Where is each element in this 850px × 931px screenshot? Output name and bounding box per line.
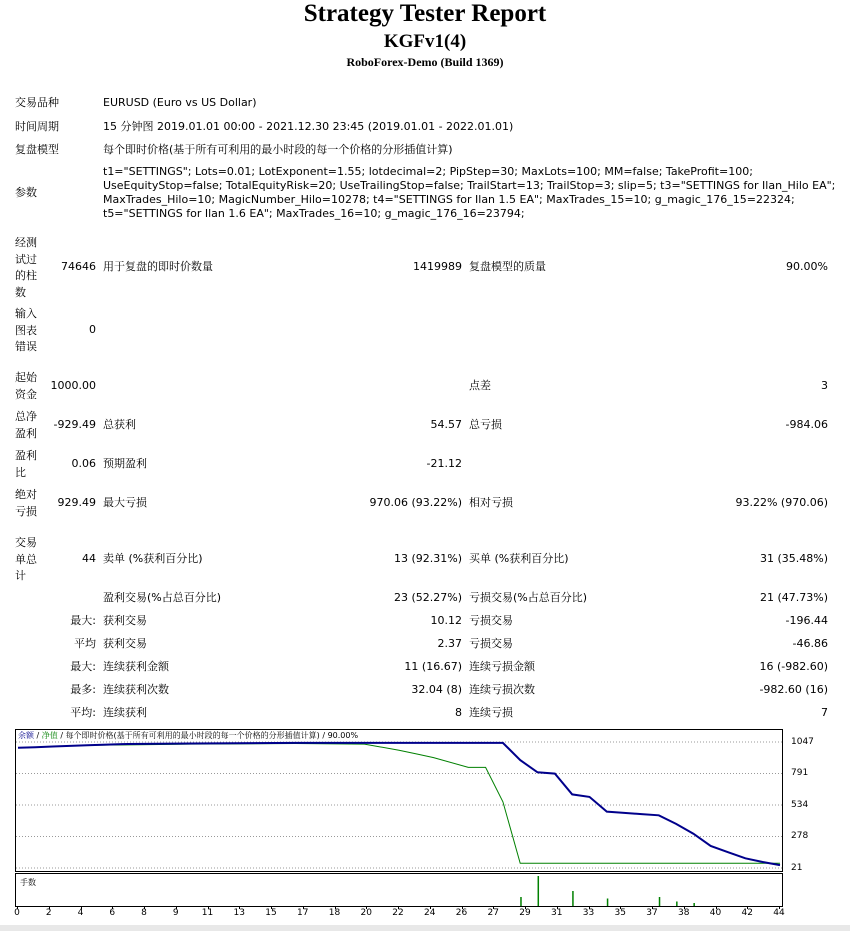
relative-dd-label: 相对亏损 [469,496,513,509]
x-tick-label: 44 [773,908,785,918]
x-tick-label: 26 [455,908,468,918]
x-tick-label: 29 [519,908,531,918]
symbol-label: 交易品种 [15,96,59,109]
max-cons-loss-label: 连续亏损次数 [469,683,535,696]
x-tick-label: 4 [77,908,84,918]
volume-bar [538,876,540,906]
gross-profit-label: 总获利 [103,418,136,431]
period-label: 时间周期 [15,120,59,133]
avg-cons-wins-value: 8 [455,706,462,719]
expected-payoff-value: -21.12 [426,457,462,470]
avg-cons-losses-label: 连续亏损 [469,706,513,719]
max-dd-label: 最大亏损 [103,496,147,509]
total-trades-value: 44 [82,552,96,565]
max-cons-losses-label: 连续亏损金额 [469,660,535,673]
profit-trades-label: 盈利交易(%占总百分比) [103,591,222,604]
deposit-label: 起始资金 [15,371,37,401]
ticks-label: 用于复盘的即时价数量 [103,260,213,273]
x-tick-label: 35 [614,908,626,918]
errors-value: 0 [89,323,96,336]
chart-legend [18,731,358,741]
max-dd-value: 970.06 (93.22%) [369,496,462,509]
volume-chart [15,873,783,907]
x-tick-label: 6 [109,908,116,918]
equity-series-line [18,744,780,864]
ticks-value: 1419989 [413,260,462,273]
gross-profit-value: 54.57 [430,418,462,431]
volume-bar [520,897,522,906]
report-title: Strategy Tester Report [303,0,547,27]
absolute-dd-label: 绝对亏损 [15,488,37,518]
x-tick-label: 11 [201,908,214,918]
legend-equity: 净值 [41,731,58,740]
x-tick-label: 9 [172,908,179,918]
avg-cons-prefix: 平均: [70,706,96,719]
x-tick-label: 24 [424,908,436,918]
absolute-dd-value: 929.49 [57,496,96,509]
volume-bar [607,899,609,907]
params-label: 参数 [15,186,37,199]
errors-label: 输入图表错误 [15,307,37,353]
x-tick-label: 42 [741,908,753,918]
avg-cons-losses-value: 7 [821,706,828,719]
quality-label: 复盘模型的质量 [469,260,546,273]
params-line: t1="SETTINGS"; Lots=0.01; LotExponent=1.55; lotdecimal=2; PipStep=30; MaxLots=100; MM=false; TakeProfit=100; [103,165,753,178]
relative-dd-value: 93.22% (970.06) [735,496,828,509]
average-profit-label: 获利交易 [103,637,147,650]
largest-loss-label: 亏损交易 [469,614,513,627]
x-tick-label: 13 [233,908,245,918]
max-cons-prefix: 最大: [70,660,96,673]
params-line: MaxTrades_Hilo=10; MagicNumber_Hilo=10278; t4="SETTINGS for Ilan 1.5 EA"; MaxTrades_15=10; g_magic_176_15=22324; [103,193,795,206]
x-tick-label: 8 [141,908,147,918]
profit-factor-label: 盈利比 [15,449,37,479]
symbol-value: EURUSD (Euro vs US Dollar) [103,96,257,109]
largest-profit-label: 获利交易 [103,614,147,627]
max-cons-profit-value: 32.04 (8) [411,683,462,696]
loss-trades-label: 亏损交易(%占总百分比) [469,591,588,604]
gross-loss-label: 总亏损 [469,418,502,431]
bars-label: 经测试过的柱数 [15,236,37,299]
horizontal-scrollbar[interactable] [0,925,850,931]
balance-chart [15,729,783,872]
quality-value: 90.00% [786,260,828,273]
largest-profit-value: 10.12 [430,614,462,627]
x-tick-label: 37 [646,908,658,918]
legend-model: / 每个即时价格(基于所有可利用的最小时段的每一个价格的分形插值计算) / 90.00% [57,731,359,740]
x-tick-label: 17 [297,908,309,918]
period-value: 15 分钟图 2019.01.01 00:00 - 2021.12.30 23:45 (2019.01.01 - 2022.01.01) [103,120,514,133]
spread-label: 点差 [469,379,491,392]
max-cons-loss-value: -982.60 (16) [759,683,828,696]
profit-trades-value: 23 (52.27%) [393,591,462,604]
expected-payoff-label: 预期盈利 [103,457,147,470]
max-cons-wins-value: 11 (16.67) [404,660,462,673]
balance-chart-svg [16,730,782,871]
x-tick-label: 31 [551,908,563,918]
loss-trades-value: 21 (47.73%) [759,591,828,604]
volume-chart-svg [16,874,782,906]
x-tick-label: 2 [45,908,52,918]
gross-loss-value: -984.06 [785,418,828,431]
largest-prefix: 最大: [70,614,96,627]
y-tick-label: 1047 [791,737,814,747]
y-tick-label: 791 [791,768,809,779]
max-cons-profit-label: 连续获利次数 [103,683,169,696]
short-positions-label: 卖单 (%获利百分比) [103,552,203,565]
params-line: t5="SETTINGS for Ilan 1.6 EA"; MaxTrades_16=10; g_magic_176_16=23794; [103,207,525,220]
balance-series-line [18,743,780,865]
legend-separator: / [34,731,42,740]
server-name: RoboForex-Demo (Build 1369) [346,55,504,69]
bars-value: 74646 [61,260,96,273]
avg-cons-wins-label: 连续获利 [103,706,147,719]
model-label: 复盘模型 [15,143,59,156]
long-positions-label: 买单 (%获利百分比) [469,552,569,565]
legend-balance: 余额 [18,731,34,740]
long-positions-value: 31 (35.48%) [759,552,828,565]
spread-value: 3 [821,379,828,392]
profit-factor-value: 0.06 [71,457,96,470]
x-tick-label: 22 [392,908,404,918]
x-axis [0,906,850,922]
x-tick-label: 18 [328,908,341,918]
largest-loss-value: -196.44 [785,614,828,627]
volume-bar [572,891,574,906]
deposit-value: 1000.00 [50,379,96,392]
x-tick-label: 33 [582,908,595,918]
average-loss-label: 亏损交易 [469,637,513,650]
max-cons-wins-label: 连续获利金额 [103,660,169,673]
net-profit-label: 总净盈利 [15,410,37,440]
x-tick-label: 40 [709,908,722,918]
max-cons-losses-value: 16 (-982.60) [759,660,828,673]
short-positions-value: 13 (92.31%) [393,552,462,565]
volume-bar [659,897,661,906]
average-loss-value: -46.86 [792,637,828,650]
x-tick-label: 20 [360,908,372,918]
x-tick-label: 27 [487,908,499,918]
model-value: 每个即时价格(基于所有可利用的最小时段的每一个价格的分形插值计算) [103,143,453,156]
expert-name: KGFv1(4) [383,31,467,52]
x-tick-label: 38 [678,908,690,918]
volume-label: 手数 [20,878,36,887]
y-tick-label: 278 [791,831,809,842]
params-line: UseEquityStop=false; TotalEquityRisk=20; UseTrailingStop=false; TrailStart=13; TrailStop=3; slip=5; t3="SETTINGS for Ilan_Hilo EA"; [103,179,836,192]
x-tick-label: 0 [14,908,20,918]
y-tick-label: 21 [791,863,803,873]
average-prefix: 平均 [74,637,96,650]
max-cons2-prefix: 最多: [70,683,96,696]
y-tick-label: 534 [791,800,809,810]
average-profit-value: 2.37 [437,637,462,650]
net-profit-value: -929.49 [53,418,96,431]
total-trades-label: 交易单总计 [15,536,37,582]
x-tick-label: 15 [265,908,277,918]
